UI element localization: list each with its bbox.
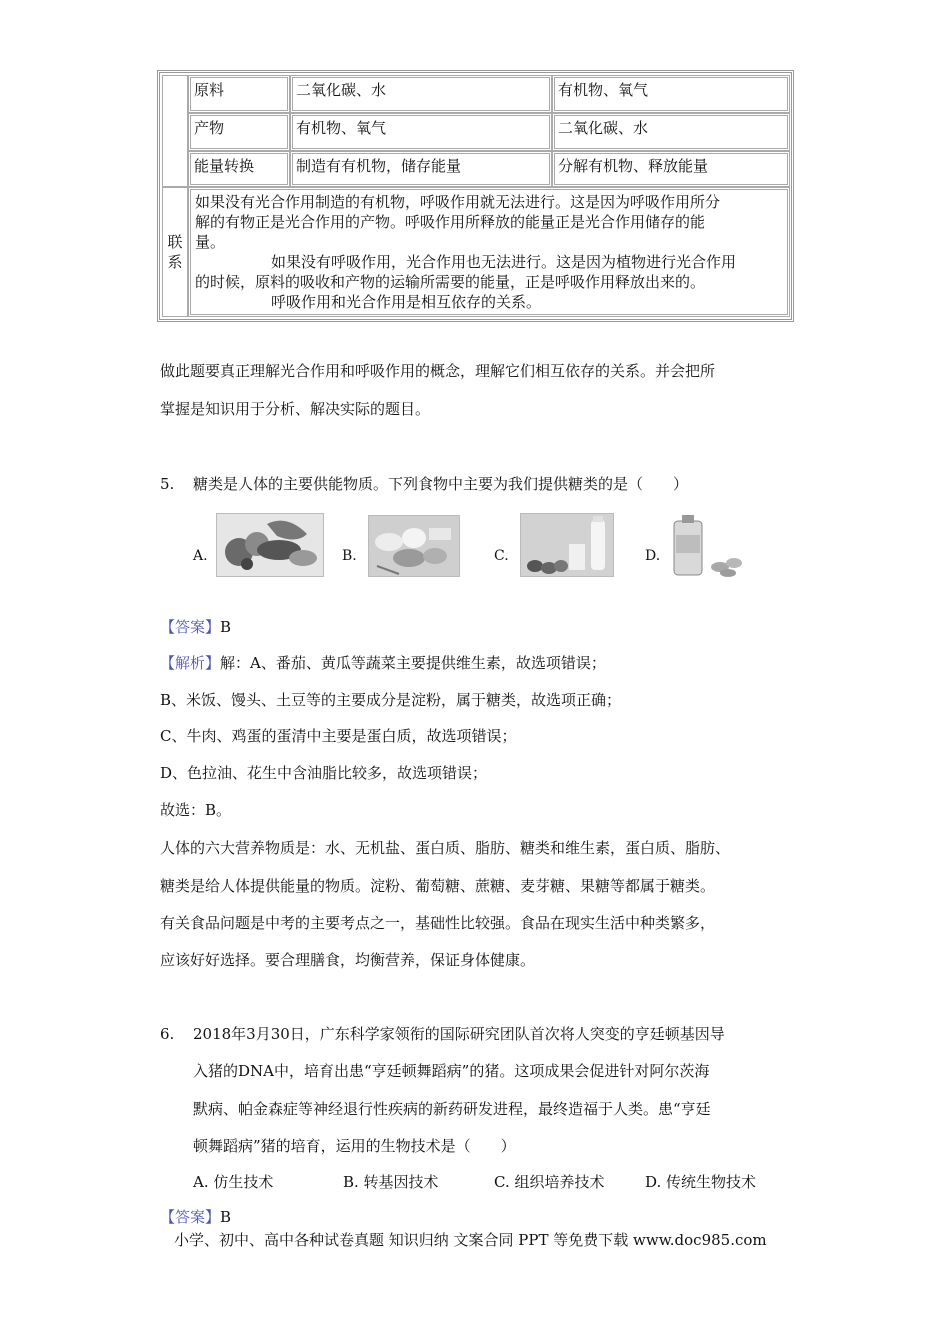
q5-answer	[160, 617, 231, 637]
row-label-products: 产物	[188, 113, 290, 151]
comparison-table	[157, 70, 794, 322]
q6-number: 6.	[160, 1025, 175, 1043]
photosynthesis-raw-materials: 二氧化碳、水	[290, 75, 552, 113]
relation-line: 如果没有呼吸作用，光合作用也无法进行。这是因为植物进行光合作用	[271, 253, 737, 271]
respiration-products: 二氧化碳、水	[552, 113, 790, 151]
photosynthesis-energy: 制造有有机物，储存能量	[290, 151, 552, 187]
analysis-text: 解：A、番茄、黄瓜等蔬菜主要提供维生素，故选项错误；	[220, 654, 606, 672]
q5-analysis-line: 应该好好选择。要合理膳食，均衡营养，保证身体健康。	[160, 951, 536, 969]
q5-analysis-line: 故选：B。	[160, 801, 232, 819]
q6-question-line: 2018年3月30日，广东科学家领衔的国际研究团队首次将人突变的亨廷顿基因导	[193, 1025, 725, 1043]
q6-answer	[160, 1207, 231, 1227]
q5-number: 5.	[160, 475, 175, 493]
q5-option-b-label: B.	[342, 548, 357, 564]
q6-question-line: 入猪的DNA中，培育出患“亨廷顿舞蹈病”的猪。这项成果会促进针对阿尔茨海	[193, 1062, 710, 1080]
q6-option-b: B. 转基因技术	[343, 1173, 439, 1191]
relation-label-cell	[162, 187, 188, 317]
answer-value: B	[220, 618, 232, 636]
respiration-raw-materials: 有机物、氧气	[552, 75, 790, 113]
q5-analysis-line: 有关食品问题是中考的主要考点之一，基础性比较强。食品在现实生活中种类繁多，	[160, 914, 716, 932]
q5-question: 糖类是人体的主要供能物质。下列食物中主要为我们提供糖类的是（ ）	[193, 475, 689, 493]
q5-option-d-label: D.	[645, 548, 661, 564]
q5-analysis-line: D、色拉油、花生中含油脂比较多，故选项错误；	[160, 764, 488, 782]
row-label-raw-materials: 原料	[188, 75, 290, 113]
q5-analysis-line: B、米饭、馒头、土豆等的主要成分是淀粉，属于糖类，故选项正确；	[160, 691, 622, 709]
q6-option-c: C. 组织培养技术	[494, 1173, 605, 1191]
summary-line: 做此题要真正理解光合作用和呼吸作用的概念，理解它们相互依存的关系。并会把所	[160, 362, 716, 380]
oil-peanuts-image	[670, 513, 744, 577]
q6-question-line: 顿舞蹈病”猪的培育，运用的生物技术是（ ）	[193, 1137, 516, 1155]
relation-line: 的时候，原料的吸收和产物的运输所需要的能量，正是呼吸作用释放出来的。	[195, 273, 706, 291]
table-left-blank	[162, 75, 188, 187]
q5-analysis-line: 糖类是给人体提供能量的物质。淀粉、葡萄糖、蔗糖、麦芽糖、果糖等都属于糖类。	[160, 877, 716, 895]
q6-question-line: 默病、帕金森症等神经退行性疾病的新药研发进程，最终造福于人类。患“亨廷	[193, 1100, 711, 1118]
staple-food-image	[368, 515, 460, 577]
q6-option-d: D. 传统生物技术	[645, 1173, 757, 1191]
relation-text-cell	[188, 187, 790, 317]
relation-label: 联系	[167, 233, 183, 271]
summary-line: 掌握是知识用于分析、解决实际的题目。	[160, 400, 431, 418]
analysis-tag: 【解析】	[160, 654, 221, 672]
q5-analysis-line: C、牛肉、鸡蛋的蛋清中主要是蛋白质，故选项错误；	[160, 727, 517, 745]
photosynthesis-products: 有机物、氧气	[290, 113, 552, 151]
page-footer: 小学、初中、高中各种试卷真题 知识归纳 文案合同 PPT 等免费下载 www.doc985.com	[174, 1231, 767, 1249]
milk-eggs-image	[520, 513, 614, 577]
answer-tag: 【答案】	[160, 1208, 221, 1226]
answer-value: B	[220, 1208, 232, 1226]
relation-line: 呼吸作用和光合作用是相互依存的关系。	[271, 293, 542, 311]
row-label-energy: 能量转换	[188, 151, 290, 187]
answer-tag: 【答案】	[160, 618, 221, 636]
q5-analysis-first	[160, 653, 606, 673]
respiration-energy: 分解有机物、释放能量	[552, 151, 790, 187]
q5-option-a-label: A.	[193, 548, 208, 564]
q5-option-c-label: C.	[494, 548, 509, 564]
q5-analysis-line: 人体的六大营养物质是：水、无机盐、蛋白质、脂肪、糖类和维生素，蛋白质、脂肪、	[160, 839, 731, 857]
vegetables-image	[216, 513, 324, 577]
q6-option-a: A. 仿生技术	[193, 1173, 274, 1191]
relation-line: 量。	[195, 233, 226, 251]
relation-line: 解的有物正是光合作用的产物。呼吸作用所释放的能量正是光合作用储存的能	[195, 213, 706, 231]
relation-line: 如果没有光合作用制造的有机物，呼吸作用就无法进行。这是因为呼吸作用所分	[195, 193, 721, 211]
